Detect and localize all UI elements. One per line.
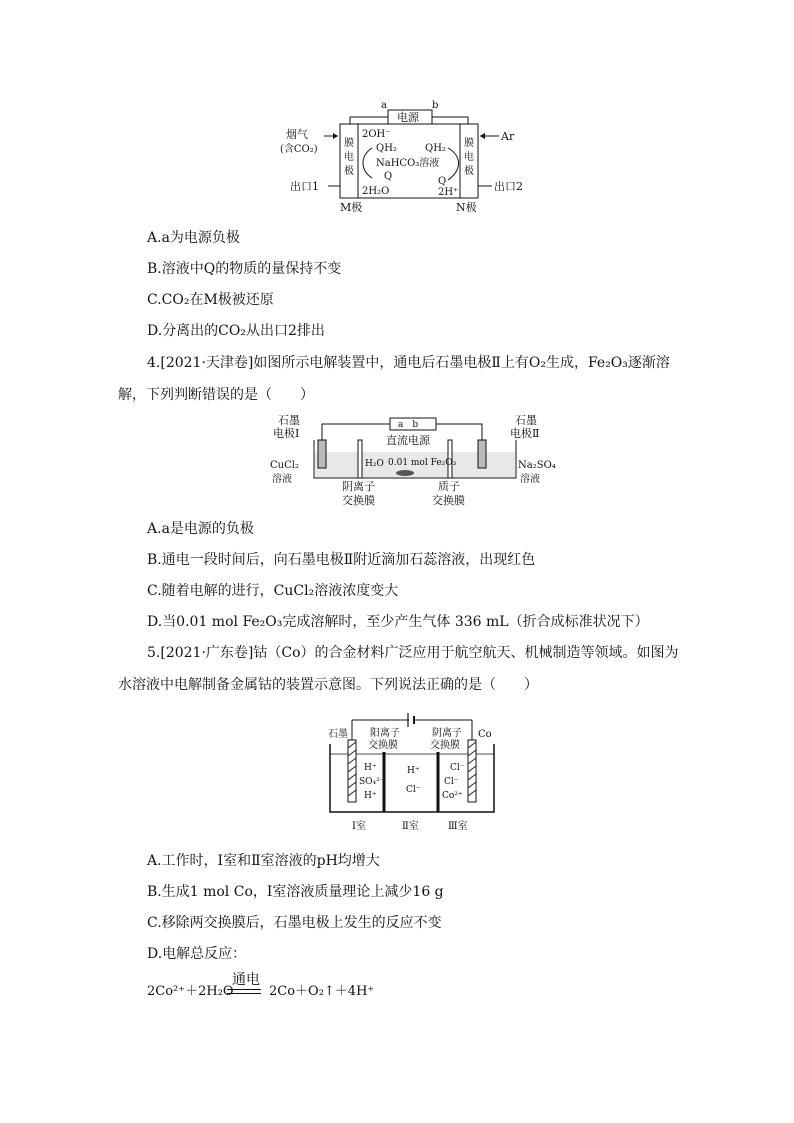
- battery-gap: [409, 718, 413, 722]
- ar-label: Ar: [501, 130, 515, 143]
- flue-gas-label: 烟气: [286, 128, 308, 141]
- outlet-2-label: 出口2: [494, 180, 523, 193]
- proton-membrane-label-2: 交换膜: [432, 494, 465, 507]
- power-label: 电源: [397, 111, 419, 124]
- cation-membrane-label-2: 交换膜: [368, 740, 398, 751]
- q4-option-d: D.当0.01 mol Fe₂O₃完成溶解时，至少产生气体 336 mL（折合成标准状况下）: [147, 614, 649, 630]
- room-1-label: Ⅰ室: [352, 821, 366, 832]
- cucl2-label: CuCl₂: [270, 460, 299, 471]
- room2-h: H⁺: [407, 766, 420, 776]
- q5-stem-line-2: 水溶液中电解制备金属钴的装置示意图。下列说法正确的是（ ）: [118, 677, 538, 693]
- q4-option-c: C.随着电解的进行，CuCl₂溶液浓度变大: [147, 583, 399, 599]
- flue-gas-co2: (含CO₂): [280, 144, 318, 155]
- wire-left: [350, 117, 388, 124]
- figure-2-electrolysis-apparatus: [270, 410, 560, 510]
- electrolysis-equation: [147, 972, 447, 1002]
- anion-membrane: [358, 440, 362, 478]
- q3-option-a: A.a为电源负极: [147, 230, 240, 246]
- q3-option-c: C.CO₂在M极被还原: [147, 292, 274, 308]
- graphite-label: 石墨: [328, 729, 348, 740]
- room-3-label: Ⅲ室: [448, 821, 468, 832]
- q4-stem-line-1: 4.[2021·天津卷]如图所示电解装置中，通电后石墨电极Ⅱ上有O₂生成，Fe₂O₃逐渐溶: [147, 355, 670, 371]
- m-electrode-label: M极: [340, 201, 363, 214]
- room1-h-top: H⁺: [364, 763, 377, 773]
- qh2-right: QH₂: [425, 143, 446, 154]
- dc-power-label: 直流电源: [386, 434, 430, 447]
- proton-membrane-label-1: 质子: [438, 480, 460, 493]
- anion-membrane-label-2: 交换膜: [430, 740, 460, 751]
- h2o-label: 2H₂O: [362, 186, 390, 197]
- flue-arrow-head: [333, 133, 338, 139]
- room3-co: Co²⁺: [442, 791, 463, 801]
- q5-option-d: D.电解总反应：: [147, 946, 247, 962]
- cucl2-solution: 溶液: [272, 474, 292, 485]
- cation-membrane-label-1: 阳离子: [370, 728, 400, 739]
- co-label: Co: [478, 729, 492, 740]
- terminal-a: a: [381, 100, 387, 111]
- room-2-label: Ⅱ室: [402, 821, 419, 832]
- graphite-electrode-2: [478, 440, 486, 468]
- q4-option-a: A.a是电源的负极: [147, 521, 254, 537]
- n-electrode-label: N极: [456, 201, 477, 214]
- anion-membrane-label-2: 交换膜: [342, 494, 375, 507]
- outlet-1-label: 出口1: [290, 180, 319, 193]
- q4-stem-line-2: 解，下列判断错误的是（ ）: [118, 387, 314, 403]
- anion-membrane-label-1: 阴离子: [342, 480, 375, 493]
- wire-left: [322, 424, 390, 440]
- terminal-b: b: [432, 100, 439, 111]
- cycle-arrow-left: [363, 148, 372, 178]
- membrane-electrode-right-label: 膜电极: [464, 138, 474, 177]
- fe2o3-label: 0.01 mol Fe₂O₃: [388, 458, 457, 468]
- q5-option-c: C.移除两交换膜后，石墨电极上发生的反应不变: [147, 915, 442, 931]
- q5-option-b: B.生成1 mol Co，Ⅰ室溶液质量理论上减少16 g: [147, 884, 444, 900]
- equation-left: 2Co²⁺＋2H₂O: [147, 984, 234, 999]
- q-left: Q: [384, 171, 393, 182]
- room1-so4: SO₄²⁻: [359, 777, 385, 787]
- q3-option-d: D.分离出的CO₂从出口2排出: [147, 323, 325, 339]
- membrane-electrode-left-label: 膜电极: [344, 138, 354, 177]
- h2o-label: H₂O: [365, 459, 384, 469]
- figure-3-cobalt-electrolysis: [322, 708, 502, 836]
- graphite-1-top: 石墨: [278, 414, 300, 427]
- room3-cl-top: Cl⁻: [450, 763, 465, 773]
- qh2-left: QH₂: [376, 143, 397, 154]
- equation-condition: 通电: [232, 972, 260, 988]
- q4-option-b: B.通电一段时间后，向石墨电极Ⅱ附近滴加石蕊溶液，出现红色: [147, 552, 536, 568]
- anion-membrane-label-1: 阴离子: [432, 728, 462, 739]
- wire-right: [436, 424, 482, 440]
- equation-right: 2Co＋O₂↑＋4H⁺: [269, 984, 375, 999]
- na2so4-label: Na₂SO₄: [518, 460, 556, 471]
- room1-h-bottom: H⁺: [364, 791, 377, 801]
- fe2o3-solid: [396, 470, 414, 476]
- h-plus-label: 2H⁺: [438, 187, 459, 198]
- equation-double-line: [227, 989, 261, 994]
- cycle-arrow-right: [448, 148, 459, 180]
- q5-stem-line-1: 5.[2021·广东卷]钴（Co）的合金材料广泛应用于航空航天、机械制造等领域。如图为: [147, 645, 679, 661]
- q5-option-a: A.工作时，Ⅰ室和Ⅱ室溶液的pH均增大: [147, 853, 380, 869]
- room2-cl: Cl⁻: [406, 785, 421, 795]
- graphite-2-top: 石墨: [515, 414, 537, 427]
- q-right: Q: [438, 176, 447, 187]
- oh-label: 2OH⁻: [362, 129, 391, 140]
- graphite-1-bottom: 电极Ⅰ: [273, 427, 300, 440]
- graphite-electrode-1: [318, 440, 326, 468]
- ar-arrow-head: [480, 133, 485, 139]
- wire-right: [432, 117, 468, 124]
- room3-cl-mid: Cl⁻: [444, 777, 459, 787]
- na2so4-solution: 溶液: [520, 474, 540, 485]
- q3-option-b: B.溶液中Q的物质的量保持不变: [147, 261, 342, 277]
- graphite-2-bottom: 电极Ⅱ: [510, 427, 540, 440]
- figure-1-membrane-electrolyzer: [280, 98, 530, 216]
- ab-label: a b: [398, 420, 419, 430]
- solution-label: NaHCO₃溶液: [376, 158, 440, 169]
